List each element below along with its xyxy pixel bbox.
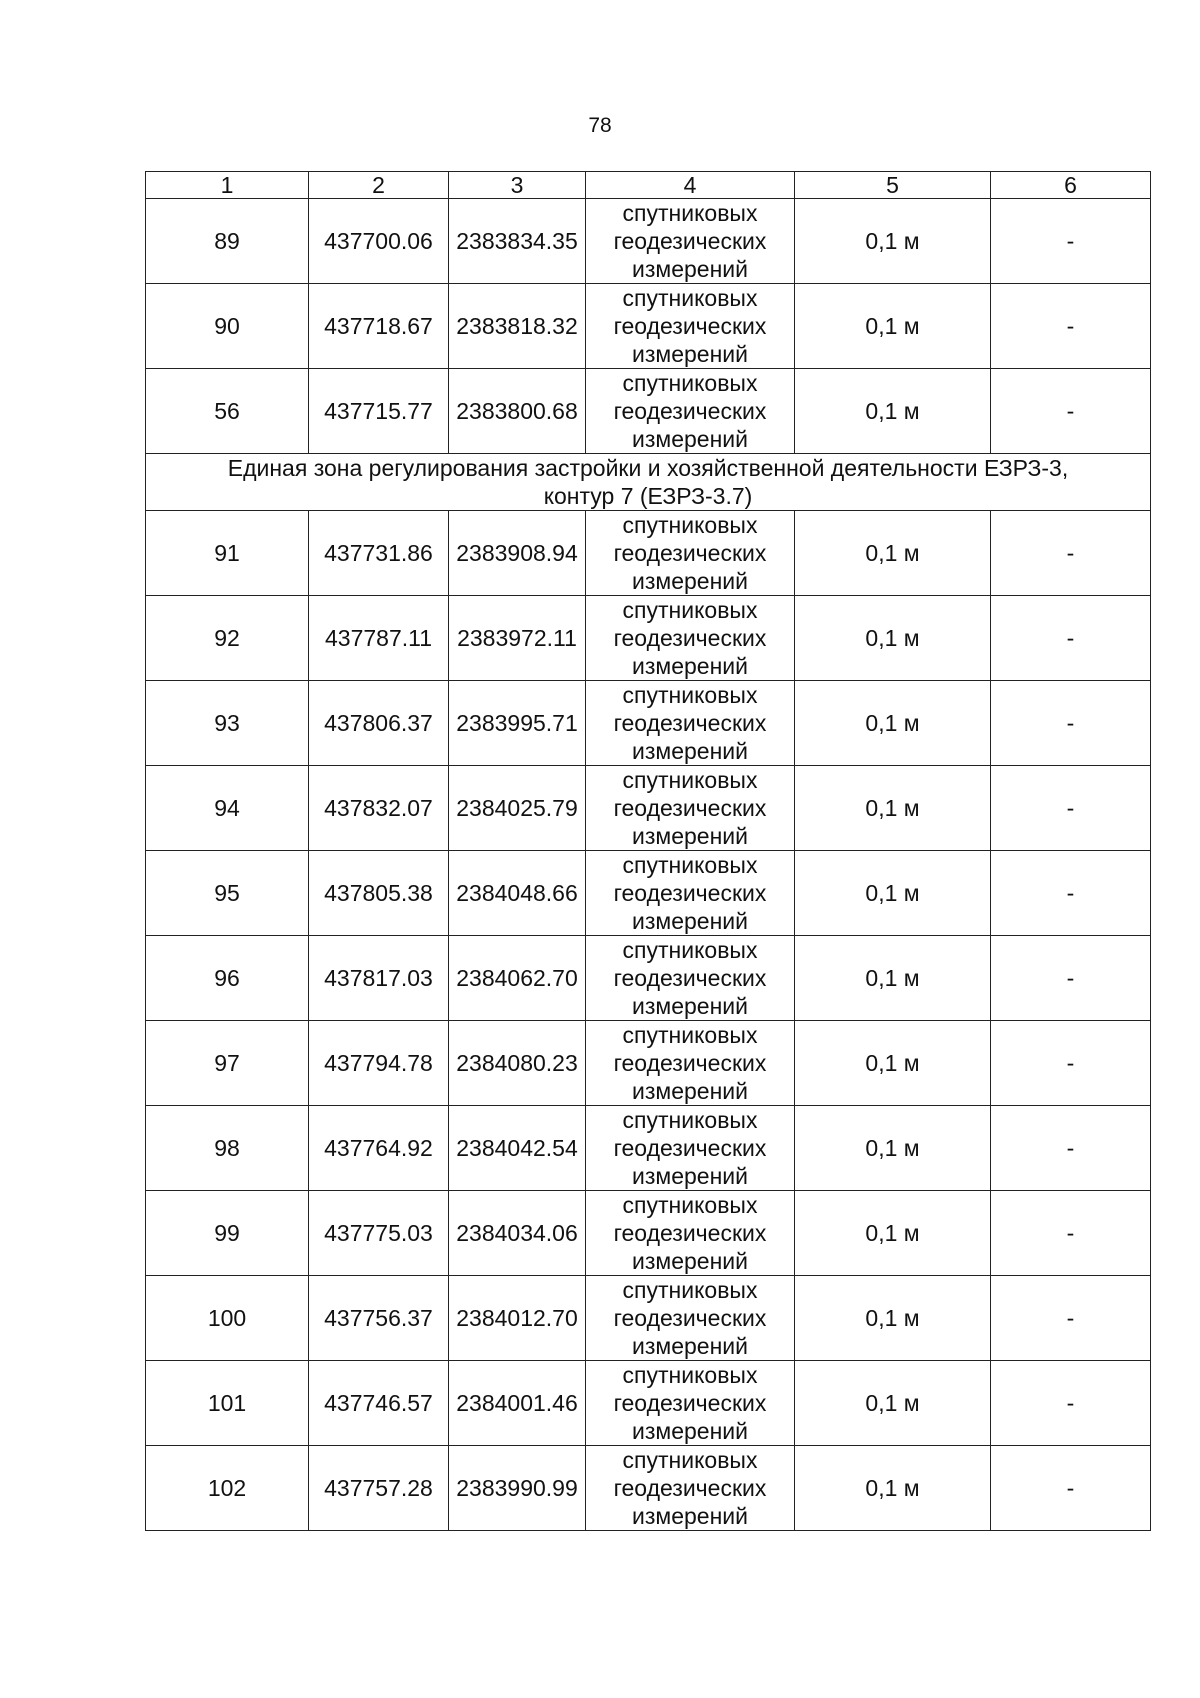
y-coordinate-cell: 2384012.70 xyxy=(449,1276,586,1361)
note-cell: - xyxy=(991,1021,1151,1106)
accuracy-cell: 0,1 м xyxy=(795,936,991,1021)
note-cell: - xyxy=(991,1276,1151,1361)
method-line: измерений xyxy=(632,1503,748,1529)
method-line: геодезических xyxy=(613,1390,767,1416)
header-cell-1: 1 xyxy=(146,172,309,199)
note-cell: - xyxy=(991,766,1151,851)
x-coordinate-cell: 437731.86 xyxy=(309,511,449,596)
method-line: геодезических xyxy=(613,228,767,254)
x-coordinate-cell: 437787.11 xyxy=(309,596,449,681)
method-line: измерений xyxy=(632,341,748,367)
x-coordinate-cell: 437832.07 xyxy=(309,766,449,851)
method-line: спутниковых xyxy=(622,1277,758,1303)
x-coordinate-cell: 437794.78 xyxy=(309,1021,449,1106)
method-line: геодезических xyxy=(613,710,767,736)
method-cell xyxy=(586,1106,795,1191)
table-row xyxy=(146,1021,1151,1106)
method-line: спутниковых xyxy=(622,1362,758,1388)
note-cell: - xyxy=(991,851,1151,936)
method-line: геодезических xyxy=(613,313,767,339)
method-line: измерений xyxy=(632,568,748,594)
point-number-cell: 93 xyxy=(146,681,309,766)
accuracy-cell: 0,1 м xyxy=(795,851,991,936)
method-line: измерений xyxy=(632,908,748,934)
y-coordinate-cell: 2384062.70 xyxy=(449,936,586,1021)
header-cell-5: 5 xyxy=(795,172,991,199)
method-line: геодезических xyxy=(613,540,767,566)
y-coordinate-cell: 2384042.54 xyxy=(449,1106,586,1191)
method-cell xyxy=(586,284,795,369)
method-line: спутниковых xyxy=(622,1447,758,1473)
table-row xyxy=(146,369,1151,454)
point-number-cell: 101 xyxy=(146,1361,309,1446)
method-line: измерений xyxy=(632,1418,748,1444)
point-number-cell: 56 xyxy=(146,369,309,454)
method-line: спутниковых xyxy=(622,682,758,708)
point-number-cell: 92 xyxy=(146,596,309,681)
method-line: геодезических xyxy=(613,398,767,424)
section-heading-line: Единая зона регулирования застройки и хозяйственной деятельности ЕЗРЗ-3, xyxy=(227,455,1069,481)
note-cell: - xyxy=(991,681,1151,766)
method-cell xyxy=(586,936,795,1021)
accuracy-cell: 0,1 м xyxy=(795,284,991,369)
method-line: геодезических xyxy=(613,965,767,991)
note-cell: - xyxy=(991,369,1151,454)
x-coordinate-cell: 437746.57 xyxy=(309,1361,449,1446)
header-cell-6: 6 xyxy=(991,172,1151,199)
y-coordinate-cell: 2384025.79 xyxy=(449,766,586,851)
point-number-cell: 96 xyxy=(146,936,309,1021)
note-cell: - xyxy=(991,1106,1151,1191)
method-cell xyxy=(586,766,795,851)
point-number-cell: 102 xyxy=(146,1446,309,1531)
y-coordinate-cell: 2383834.35 xyxy=(449,199,586,284)
section-heading xyxy=(146,454,1151,511)
accuracy-cell: 0,1 м xyxy=(795,1276,991,1361)
method-line: геодезических xyxy=(613,1475,767,1501)
accuracy-cell: 0,1 м xyxy=(795,511,991,596)
table-body xyxy=(146,172,1151,1531)
method-line: спутниковых xyxy=(622,1107,758,1133)
table-header-row xyxy=(146,172,1151,199)
page-number: 78 xyxy=(588,114,612,137)
method-line: геодезических xyxy=(613,795,767,821)
x-coordinate-cell: 437764.92 xyxy=(309,1106,449,1191)
method-line: измерений xyxy=(632,1078,748,1104)
note-cell: - xyxy=(991,936,1151,1021)
method-line: спутниковых xyxy=(622,1022,758,1048)
method-cell xyxy=(586,1276,795,1361)
note-cell: - xyxy=(991,511,1151,596)
method-line: спутниковых xyxy=(622,285,758,311)
point-number-cell: 97 xyxy=(146,1021,309,1106)
x-coordinate-cell: 437756.37 xyxy=(309,1276,449,1361)
point-number-cell: 99 xyxy=(146,1191,309,1276)
point-number-cell: 94 xyxy=(146,766,309,851)
method-line: спутниковых xyxy=(622,370,758,396)
y-coordinate-cell: 2384034.06 xyxy=(449,1191,586,1276)
accuracy-cell: 0,1 м xyxy=(795,1361,991,1446)
x-coordinate-cell: 437805.38 xyxy=(309,851,449,936)
method-line: спутниковых xyxy=(622,200,758,226)
method-cell xyxy=(586,369,795,454)
method-line: измерений xyxy=(632,256,748,282)
method-cell xyxy=(586,851,795,936)
method-line: спутниковых xyxy=(622,1192,758,1218)
header-cell-4: 4 xyxy=(586,172,795,199)
method-cell xyxy=(586,1191,795,1276)
method-line: спутниковых xyxy=(622,937,758,963)
method-line: геодезических xyxy=(613,880,767,906)
method-cell xyxy=(586,596,795,681)
table-row xyxy=(146,936,1151,1021)
x-coordinate-cell: 437757.28 xyxy=(309,1446,449,1531)
table-row xyxy=(146,1361,1151,1446)
table-row xyxy=(146,511,1151,596)
method-line: геодезических xyxy=(613,1220,767,1246)
method-cell xyxy=(586,199,795,284)
accuracy-cell: 0,1 м xyxy=(795,1021,991,1106)
method-line: спутниковых xyxy=(622,597,758,623)
method-line: измерений xyxy=(632,738,748,764)
point-number-cell: 91 xyxy=(146,511,309,596)
accuracy-cell: 0,1 м xyxy=(795,681,991,766)
section-heading-line: контур 7 (ЕЗРЗ-3.7) xyxy=(543,483,753,509)
note-cell: - xyxy=(991,284,1151,369)
method-line: геодезических xyxy=(613,1135,767,1161)
x-coordinate-cell: 437718.67 xyxy=(309,284,449,369)
method-line: геодезических xyxy=(613,1050,767,1076)
method-cell xyxy=(586,511,795,596)
table-row xyxy=(146,851,1151,936)
note-cell: - xyxy=(991,1361,1151,1446)
method-line: измерений xyxy=(632,823,748,849)
method-line: измерений xyxy=(632,1248,748,1274)
method-line: измерений xyxy=(632,1163,748,1189)
section-heading-row xyxy=(146,454,1151,511)
point-number-cell: 95 xyxy=(146,851,309,936)
method-cell xyxy=(586,681,795,766)
x-coordinate-cell: 437775.03 xyxy=(309,1191,449,1276)
point-number-cell: 90 xyxy=(146,284,309,369)
table-row xyxy=(146,1446,1151,1531)
method-line: измерений xyxy=(632,426,748,452)
accuracy-cell: 0,1 м xyxy=(795,766,991,851)
y-coordinate-cell: 2383995.71 xyxy=(449,681,586,766)
table-row xyxy=(146,284,1151,369)
method-cell xyxy=(586,1446,795,1531)
note-cell: - xyxy=(991,596,1151,681)
accuracy-cell: 0,1 м xyxy=(795,1446,991,1531)
table-row xyxy=(146,766,1151,851)
method-line: спутниковых xyxy=(622,852,758,878)
y-coordinate-cell: 2383908.94 xyxy=(449,511,586,596)
x-coordinate-cell: 437700.06 xyxy=(309,199,449,284)
method-line: спутниковых xyxy=(622,767,758,793)
method-line: геодезических xyxy=(613,625,767,651)
method-line: измерений xyxy=(632,653,748,679)
method-line: измерений xyxy=(632,993,748,1019)
x-coordinate-cell: 437715.77 xyxy=(309,369,449,454)
y-coordinate-cell: 2384001.46 xyxy=(449,1361,586,1446)
accuracy-cell: 0,1 м xyxy=(795,199,991,284)
method-cell xyxy=(586,1361,795,1446)
y-coordinate-cell: 2384080.23 xyxy=(449,1021,586,1106)
method-line: измерений xyxy=(632,1333,748,1359)
table-row xyxy=(146,596,1151,681)
header-cell-2: 2 xyxy=(309,172,449,199)
method-line: геодезических xyxy=(613,1305,767,1331)
method-line: спутниковых xyxy=(622,512,758,538)
table-row xyxy=(146,1191,1151,1276)
y-coordinate-cell: 2383800.68 xyxy=(449,369,586,454)
table-row xyxy=(146,1276,1151,1361)
y-coordinate-cell: 2383818.32 xyxy=(449,284,586,369)
y-coordinate-cell: 2384048.66 xyxy=(449,851,586,936)
point-number-cell: 100 xyxy=(146,1276,309,1361)
note-cell: - xyxy=(991,1446,1151,1531)
y-coordinate-cell: 2383990.99 xyxy=(449,1446,586,1531)
table-row xyxy=(146,1106,1151,1191)
y-coordinate-cell: 2383972.11 xyxy=(449,596,586,681)
accuracy-cell: 0,1 м xyxy=(795,1191,991,1276)
x-coordinate-cell: 437806.37 xyxy=(309,681,449,766)
accuracy-cell: 0,1 м xyxy=(795,1106,991,1191)
x-coordinate-cell: 437817.03 xyxy=(309,936,449,1021)
accuracy-cell: 0,1 м xyxy=(795,369,991,454)
note-cell: - xyxy=(991,199,1151,284)
table-row xyxy=(146,199,1151,284)
point-number-cell: 98 xyxy=(146,1106,309,1191)
note-cell: - xyxy=(991,1191,1151,1276)
coordinates-table xyxy=(145,171,1151,1531)
accuracy-cell: 0,1 м xyxy=(795,596,991,681)
header-cell-3: 3 xyxy=(449,172,586,199)
point-number-cell: 89 xyxy=(146,199,309,284)
method-cell xyxy=(586,1021,795,1106)
table-row xyxy=(146,681,1151,766)
